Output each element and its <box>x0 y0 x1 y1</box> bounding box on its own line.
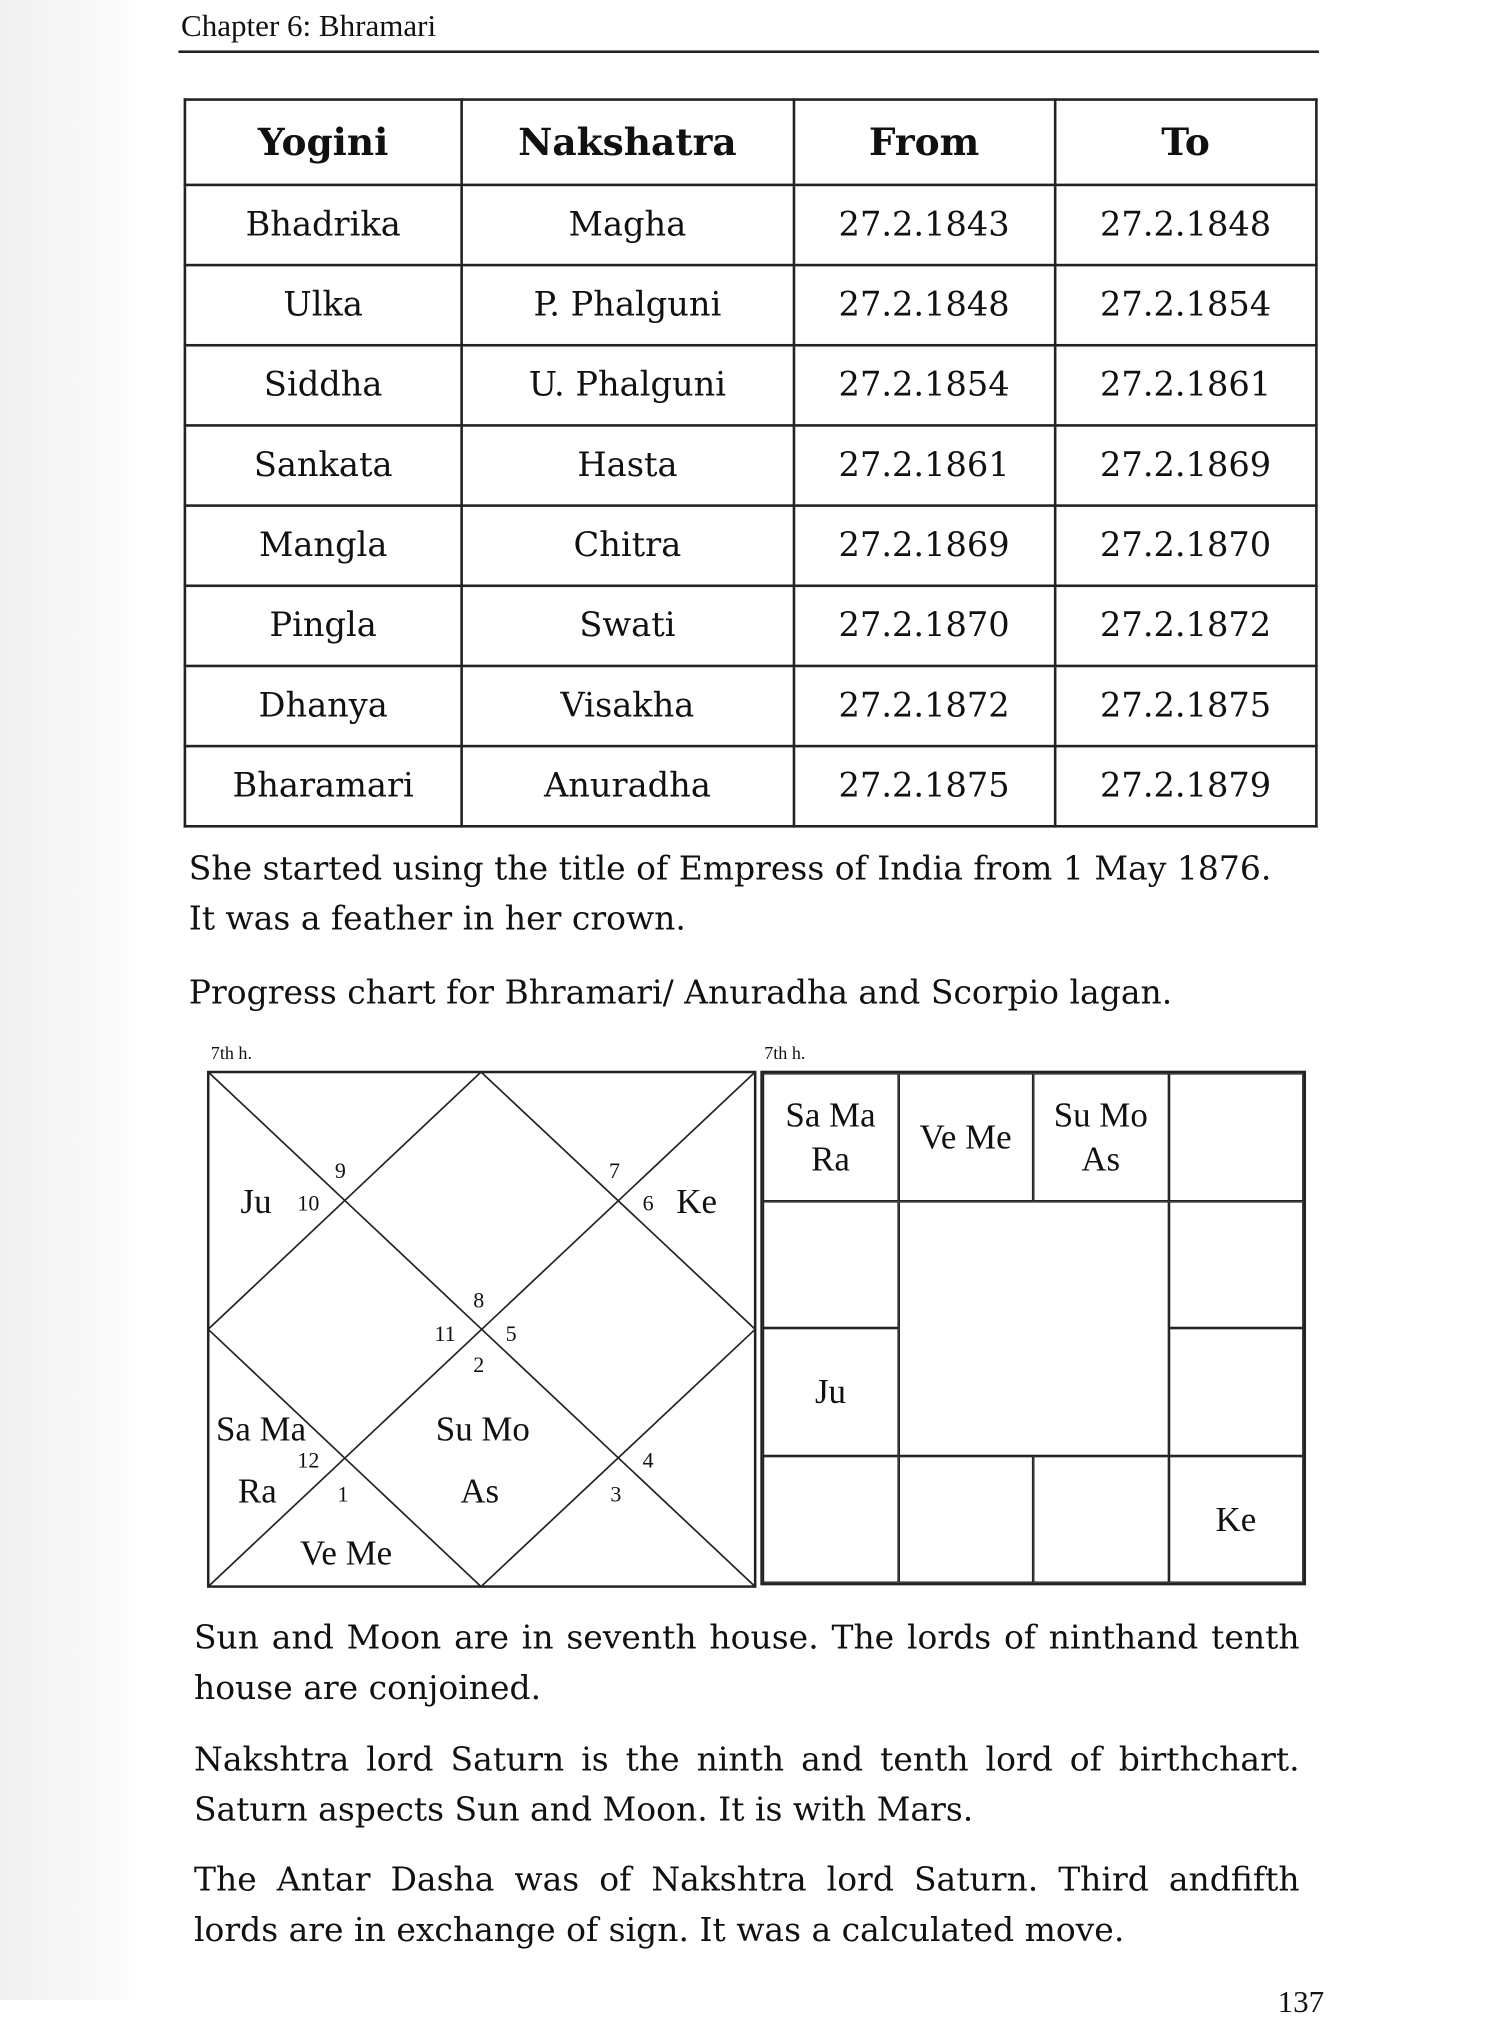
paragraph: She started using the title of Empress of India from 1 May 1876. It was a feather in her crown. <box>188 849 1272 939</box>
table-cell: Pingla <box>185 586 462 666</box>
table-row <box>185 345 1316 425</box>
table-cell: 27.2.1875 <box>1055 666 1317 746</box>
chart-label: 7th h. <box>210 1044 253 1065</box>
table-row <box>185 586 1316 666</box>
house-number: 10 <box>297 1190 320 1216</box>
planet-as: As <box>460 1471 500 1511</box>
house-number: 8 <box>473 1287 485 1313</box>
table-cell: 27.2.1869 <box>793 506 1054 586</box>
paragraph: Sun and Moon are in seventh house. The lords of ninthand tenth house are conjoined. <box>193 1618 1300 1709</box>
table-cell: Mangla <box>185 506 462 586</box>
table-cell: Bharamari <box>185 746 462 826</box>
paragraph: Progress chart for Bhramari/ Anuradha and Scorpio lagan. <box>188 973 1173 1013</box>
paragraph: The Antar Dasha was of Nakshtra lord Saturn. Third andfifth lords are in exchange of sign. It was a calculated move. <box>193 1860 1300 1950</box>
table-cell: Chitra <box>461 506 793 586</box>
chart-cell: Ju <box>763 1328 898 1455</box>
table-cell: 27.2.1861 <box>793 425 1054 505</box>
table-cell: Sankata <box>185 425 462 505</box>
chapter-header: Chapter 6: Bhramari <box>181 10 437 44</box>
chart-cell: Ve Me <box>898 1073 1033 1200</box>
table-row <box>185 265 1316 345</box>
table-cell: 27.2.1848 <box>793 265 1054 345</box>
planet-sa-ma: Sa Ma <box>215 1409 307 1449</box>
table-row <box>185 746 1316 826</box>
chart-cell <box>1168 1073 1303 1200</box>
table-cell: Anuradha <box>461 746 793 826</box>
chart-cell <box>763 1455 898 1582</box>
north-indian-chart <box>207 1071 757 1588</box>
table-cell: 27.2.1869 <box>1055 425 1317 505</box>
page-number: 137 <box>1277 1986 1325 2020</box>
chart-cell <box>898 1455 1033 1582</box>
chart-cell <box>1033 1455 1168 1582</box>
planet-su-mo: Su Mo <box>435 1409 530 1449</box>
planet-ve-me: Ve Me <box>299 1533 393 1573</box>
paragraph: Nakshtra lord Saturn is the ninth and tenth lord of birthchart. Saturn aspects Sun and Moon. It is with Mars. <box>193 1740 1300 1830</box>
house-number: 1 <box>337 1481 349 1507</box>
house-number: 7 <box>609 1158 621 1184</box>
table-cell: P. Phalguni <box>461 265 793 345</box>
table-cell: 27.2.1854 <box>1055 265 1317 345</box>
south-indian-chart <box>760 1071 1306 1586</box>
table-row <box>185 425 1316 505</box>
chart-cell <box>1168 1201 1303 1328</box>
chart-cell: Sa Ma Ra <box>763 1073 898 1200</box>
table-cell: 27.2.1875 <box>793 746 1054 826</box>
table-row <box>185 506 1316 586</box>
table-cell: Ulka <box>185 265 462 345</box>
table-header-row <box>185 100 1316 185</box>
planet-ra: Ra <box>237 1471 277 1511</box>
table-row <box>185 666 1316 746</box>
column-header: Nakshatra <box>461 100 793 185</box>
chart-cell <box>763 1201 898 1328</box>
table-cell: Swati <box>461 586 793 666</box>
table-cell: 27.2.1872 <box>1055 586 1317 666</box>
table-cell: Siddha <box>185 345 462 425</box>
planet-ke: Ke <box>676 1181 718 1221</box>
house-number: 3 <box>610 1481 622 1507</box>
table-cell: 27.2.1854 <box>793 345 1054 425</box>
table-cell: Visakha <box>461 666 793 746</box>
house-number: 2 <box>473 1352 485 1378</box>
table-cell: U. Phalguni <box>461 345 793 425</box>
house-number: 12 <box>297 1448 320 1473</box>
house-number: 5 <box>505 1321 517 1347</box>
table-cell: 27.2.1870 <box>793 586 1054 666</box>
table-cell: Bhadrika <box>185 185 462 265</box>
table-cell: 27.2.1843 <box>793 185 1054 265</box>
chart-cell: Ke <box>1168 1455 1303 1582</box>
column-header: Yogini <box>185 100 462 185</box>
house-number: 11 <box>434 1321 456 1347</box>
table-cell: 27.2.1870 <box>1055 506 1317 586</box>
table-cell: Hasta <box>461 425 793 505</box>
house-number: 9 <box>334 1158 346 1184</box>
planet-ju: Ju <box>240 1181 272 1221</box>
table-cell: 27.2.1848 <box>1055 185 1317 265</box>
house-number: 4 <box>642 1448 654 1473</box>
column-header: From <box>793 100 1054 185</box>
table-cell: Dhanya <box>185 666 462 746</box>
table-cell: Magha <box>461 185 793 265</box>
house-number: 6 <box>642 1190 654 1216</box>
chart-label: 7th h. <box>764 1044 806 1065</box>
column-header: To <box>1055 100 1317 185</box>
yogini-table <box>184 98 1318 827</box>
header-rule <box>178 50 1319 53</box>
table-row <box>185 185 1316 265</box>
chart-cell: Su Mo As <box>1033 1073 1168 1200</box>
chart-cell <box>1168 1328 1303 1455</box>
chart-center <box>898 1201 1168 1456</box>
table-cell: 27.2.1861 <box>1055 345 1317 425</box>
table-cell: 27.2.1879 <box>1055 746 1317 826</box>
table-cell: 27.2.1872 <box>793 666 1054 746</box>
